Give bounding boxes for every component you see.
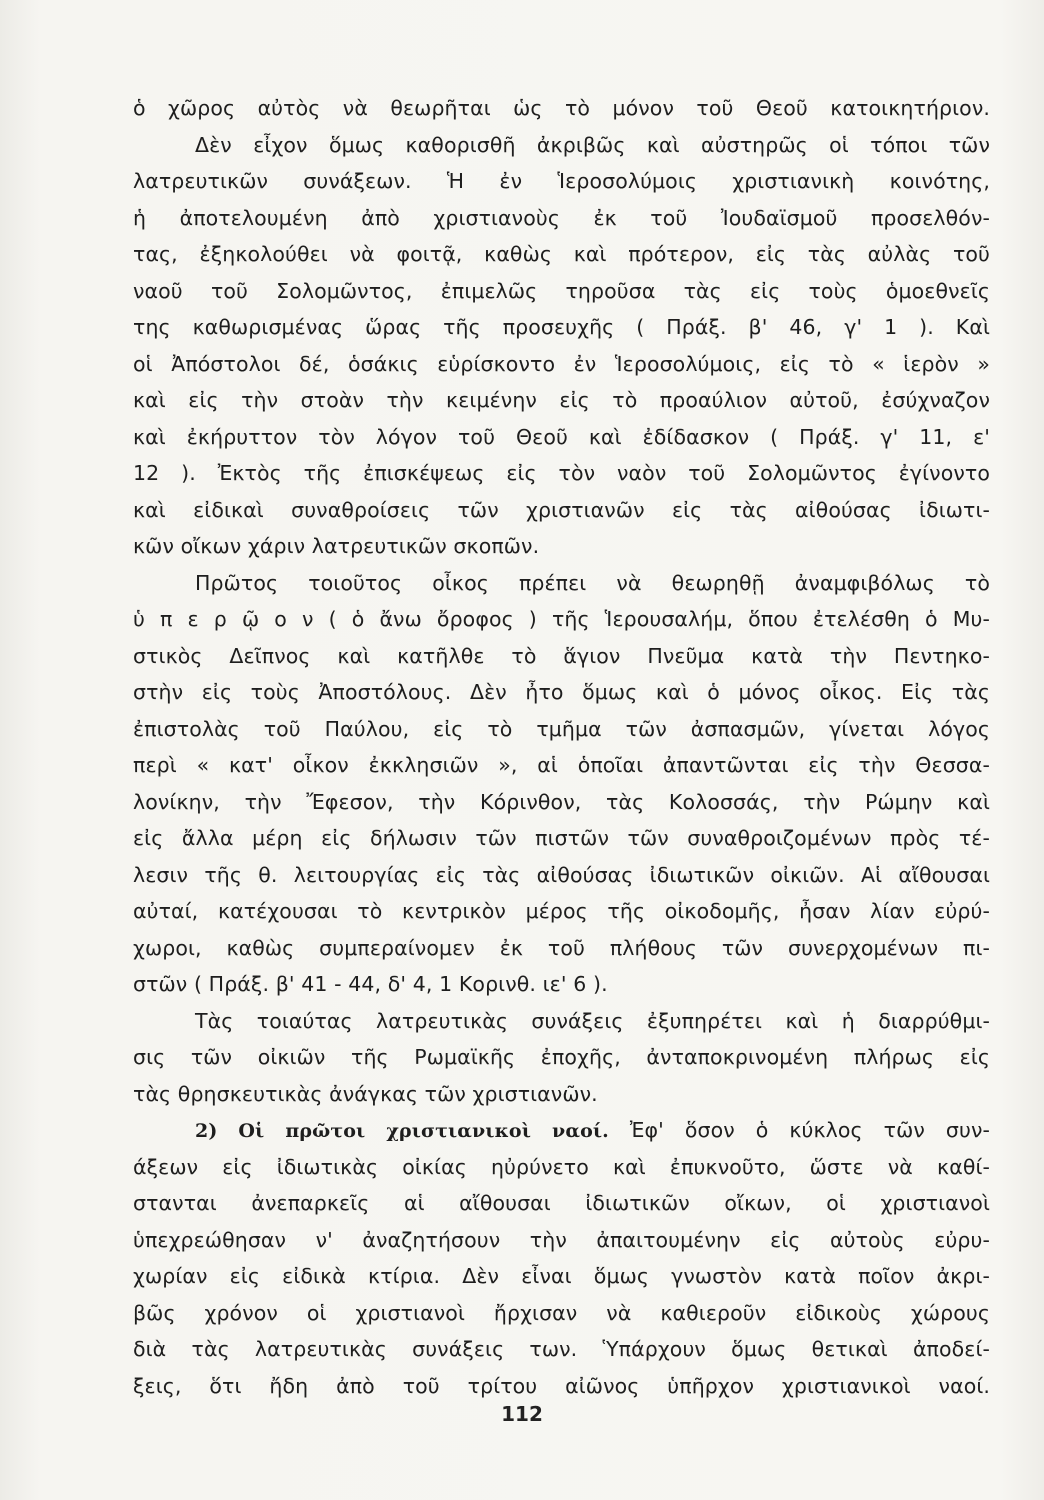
text-line: βῶς χρόνον οἱ χριστιανοὶ ἤρχισαν νὰ καθιεροῦν εἰδικοὺς χώρους — [133, 1300, 990, 1325]
text-line: στανται ἀνεπαρκεῖς αἱ αἴθουσαι ἰδιωτικῶν οἴκων, οἱ χριστιανοὶ — [133, 1191, 990, 1215]
text-line: ὁ χῶρος αὐτὸς νὰ θεωρῆται ὡς τὸ μόνον τοῦ Θεοῦ κατοικητήριον. — [133, 96, 990, 120]
text-line: της καθωρισμένας ὥρας τῆς προσευχῆς ( Πράξ. β' 46, γ' 1 ). Καὶ — [133, 315, 990, 339]
text-fragment: Ἐφ' ὅσον ὁ κύκλος τῶν συν- — [629, 1118, 990, 1142]
text-line: ἡ ἀποτελουμένη ἀπὸ χριστιανοὺς ἐκ τοῦ Ἰουδαϊσμοῦ προσελθόν- — [133, 205, 990, 230]
section-heading-line — [133, 1112, 990, 1149]
text-line: ὑ π ε ρ ῷ ο ν ( ὁ ἄνω ὄροφος ) τῆς Ἱερουσαλήμ, ὅπου ἐτελέσθη ὁ Μυ- — [133, 607, 990, 631]
text-line: 12 ). Ἐκτὸς τῆς ἐπισκέψεως εἰς τὸν ναὸν τοῦ Σολομῶντος ἐγίνοντο — [133, 461, 990, 485]
text-line: λατρευτικῶν συνάξεων. Ἡ ἐν Ἱεροσολύμοις χριστιανικὴ κοινότης, — [133, 169, 990, 193]
text-line: σις τῶν οἰκιῶν τῆς Ρωμαϊκῆς ἐποχῆς, ἀνταποκρινομένη πλήρως εἰς — [133, 1045, 990, 1069]
text-line: τὰς θρησκευτικὰς ἀνάγκας τῶν χριστιανῶν. — [133, 1081, 598, 1106]
text-line: στὴν εἰς τοὺς Ἀποστόλους. Δὲν ἦτο ὅμως καὶ ὁ μόνος οἶκος. Εἰς τὰς — [133, 680, 990, 704]
text-line: διὰ τὰς λατρευτικὰς συνάξεις των. Ὑπάρχουν ὅμως θετικαὶ ἀποδεί- — [133, 1337, 990, 1361]
text-line: στῶν ( Πράξ. β' 41 - 44, δ' 4, 1 Κορινθ. ιε' 6 ). — [133, 972, 608, 996]
text-line: λονίκην, τὴν Ἔφεσον, τὴν Κόρινθον, τὰς Κολοσσάς, τὴν Ρώμην καὶ — [133, 789, 990, 814]
text-line: λεσιν τῆς θ. λειτουργίας εἰς τὰς αἰθούσας ἰδιωτικῶν οἰκιῶν. Αἱ αἴθουσαι — [133, 862, 990, 887]
text-line: ξεις, ὅτι ἤδη ἀπὸ τοῦ τρίτου αἰῶνος ὑπῆρχον χριστιανικοὶ ναοί. — [133, 1373, 990, 1398]
text-line: χωρίαν εἰς εἰδικὰ κτίρια. Δὲν εἶναι ὅμως γνωστὸν κατὰ ποῖον ἀκρι- — [133, 1264, 990, 1288]
text-line: καὶ εἰδικαὶ συναθροίσεις τῶν χριστιανῶν εἰς τὰς αἰθούσας ἰδιωτι- — [133, 497, 990, 522]
text-line: καὶ εἰς τὴν στοὰν τὴν κειμένην εἰς τὸ προαύλιον αὐτοῦ, ἐσύχναζον — [133, 388, 990, 412]
body-text — [133, 90, 990, 1404]
text-line: τας, ἐξηκολούθει νὰ φοιτᾷ, καθὼς καὶ πρότερον, εἰς τὰς αὐλὰς τοῦ — [133, 242, 990, 266]
text-line: οἱ Ἀπόστολοι δέ, ὁσάκις εὑρίσκοντο ἐν Ἱεροσολύμοις, εἰς τὸ « ἱερὸν » — [133, 351, 990, 376]
page-number: 112 — [501, 1402, 543, 1426]
text-line: ἐπιστολὰς τοῦ Παύλου, εἰς τὸ τμῆμα τῶν ἀσπασμῶν, γίνεται λόγος — [133, 716, 990, 741]
text-line: αὐταί, κατέχουσαι τὸ κεντρικὸν μέρος τῆς οἰκοδομῆς, ἦσαν λίαν εὐρύ- — [133, 899, 990, 923]
text-line: άξεων εἰς ἰδιωτικὰς οἰκίας ηὐρύνετο καὶ ἐπυκνοῦτο, ὥστε νὰ καθί- — [133, 1154, 990, 1179]
text-line: χωροι, καθὼς συμπεραίνομεν ἐκ τοῦ πλήθους τῶν συνερχομένων πι- — [133, 935, 990, 960]
text-line: εἰς ἄλλα μέρη εἰς δήλωσιν τῶν πιστῶν τῶν συναθροιζομένων πρὸς τέ- — [133, 826, 990, 850]
section-number: 2) — [195, 1120, 218, 1142]
text-line: ναοῦ τοῦ Σολομῶντος, ἐπιμελῶς τηροῦσα τὰς εἰς τοὺς ὁμοεθνεῖς — [133, 278, 990, 303]
text-line: Πρῶτος τοιοῦτος οἶκος πρέπει νὰ θεωρηθῇ ἀναμφιβόλως τὸ — [195, 570, 990, 595]
text-line: κῶν οἴκων χάριν λατρευτικῶν σκοπῶν. — [133, 534, 540, 558]
text-line: ὑπεχρεώθησαν ν' ἀναζητήσουν τὴν ἀπαιτουμένην εἰς αὐτοὺς εὐρυ- — [133, 1227, 990, 1252]
text-line: καὶ ἐκήρυττον τὸν λόγον τοῦ Θεοῦ καὶ ἐδίδασκον ( Πράξ. γ' 11, ε' — [133, 424, 990, 449]
text-line: στικὸς Δεῖπνος καὶ κατῆλθε τὸ ἅγιον Πνεῦμα κατὰ τὴν Πεντηκο- — [133, 643, 990, 668]
section-title: Οἱ πρῶτοι χριστιανικοὶ ναοί. — [238, 1120, 609, 1142]
text-line: Δὲν εἶχον ὅμως καθορισθῆ ἀκριβῶς καὶ αὐστηρῶς οἱ τόποι τῶν — [195, 132, 990, 157]
text-line: Τὰς τοιαύτας λατρευτικὰς συνάξεις ἐξυπηρέτει καὶ ἡ διαρρύθμι- — [195, 1008, 990, 1033]
text-line: περὶ « κατ' οἶκον ἐκκλησιῶν », αἱ ὁποῖαι ἀπαντῶνται εἰς τὴν Θεσσα- — [133, 753, 990, 777]
